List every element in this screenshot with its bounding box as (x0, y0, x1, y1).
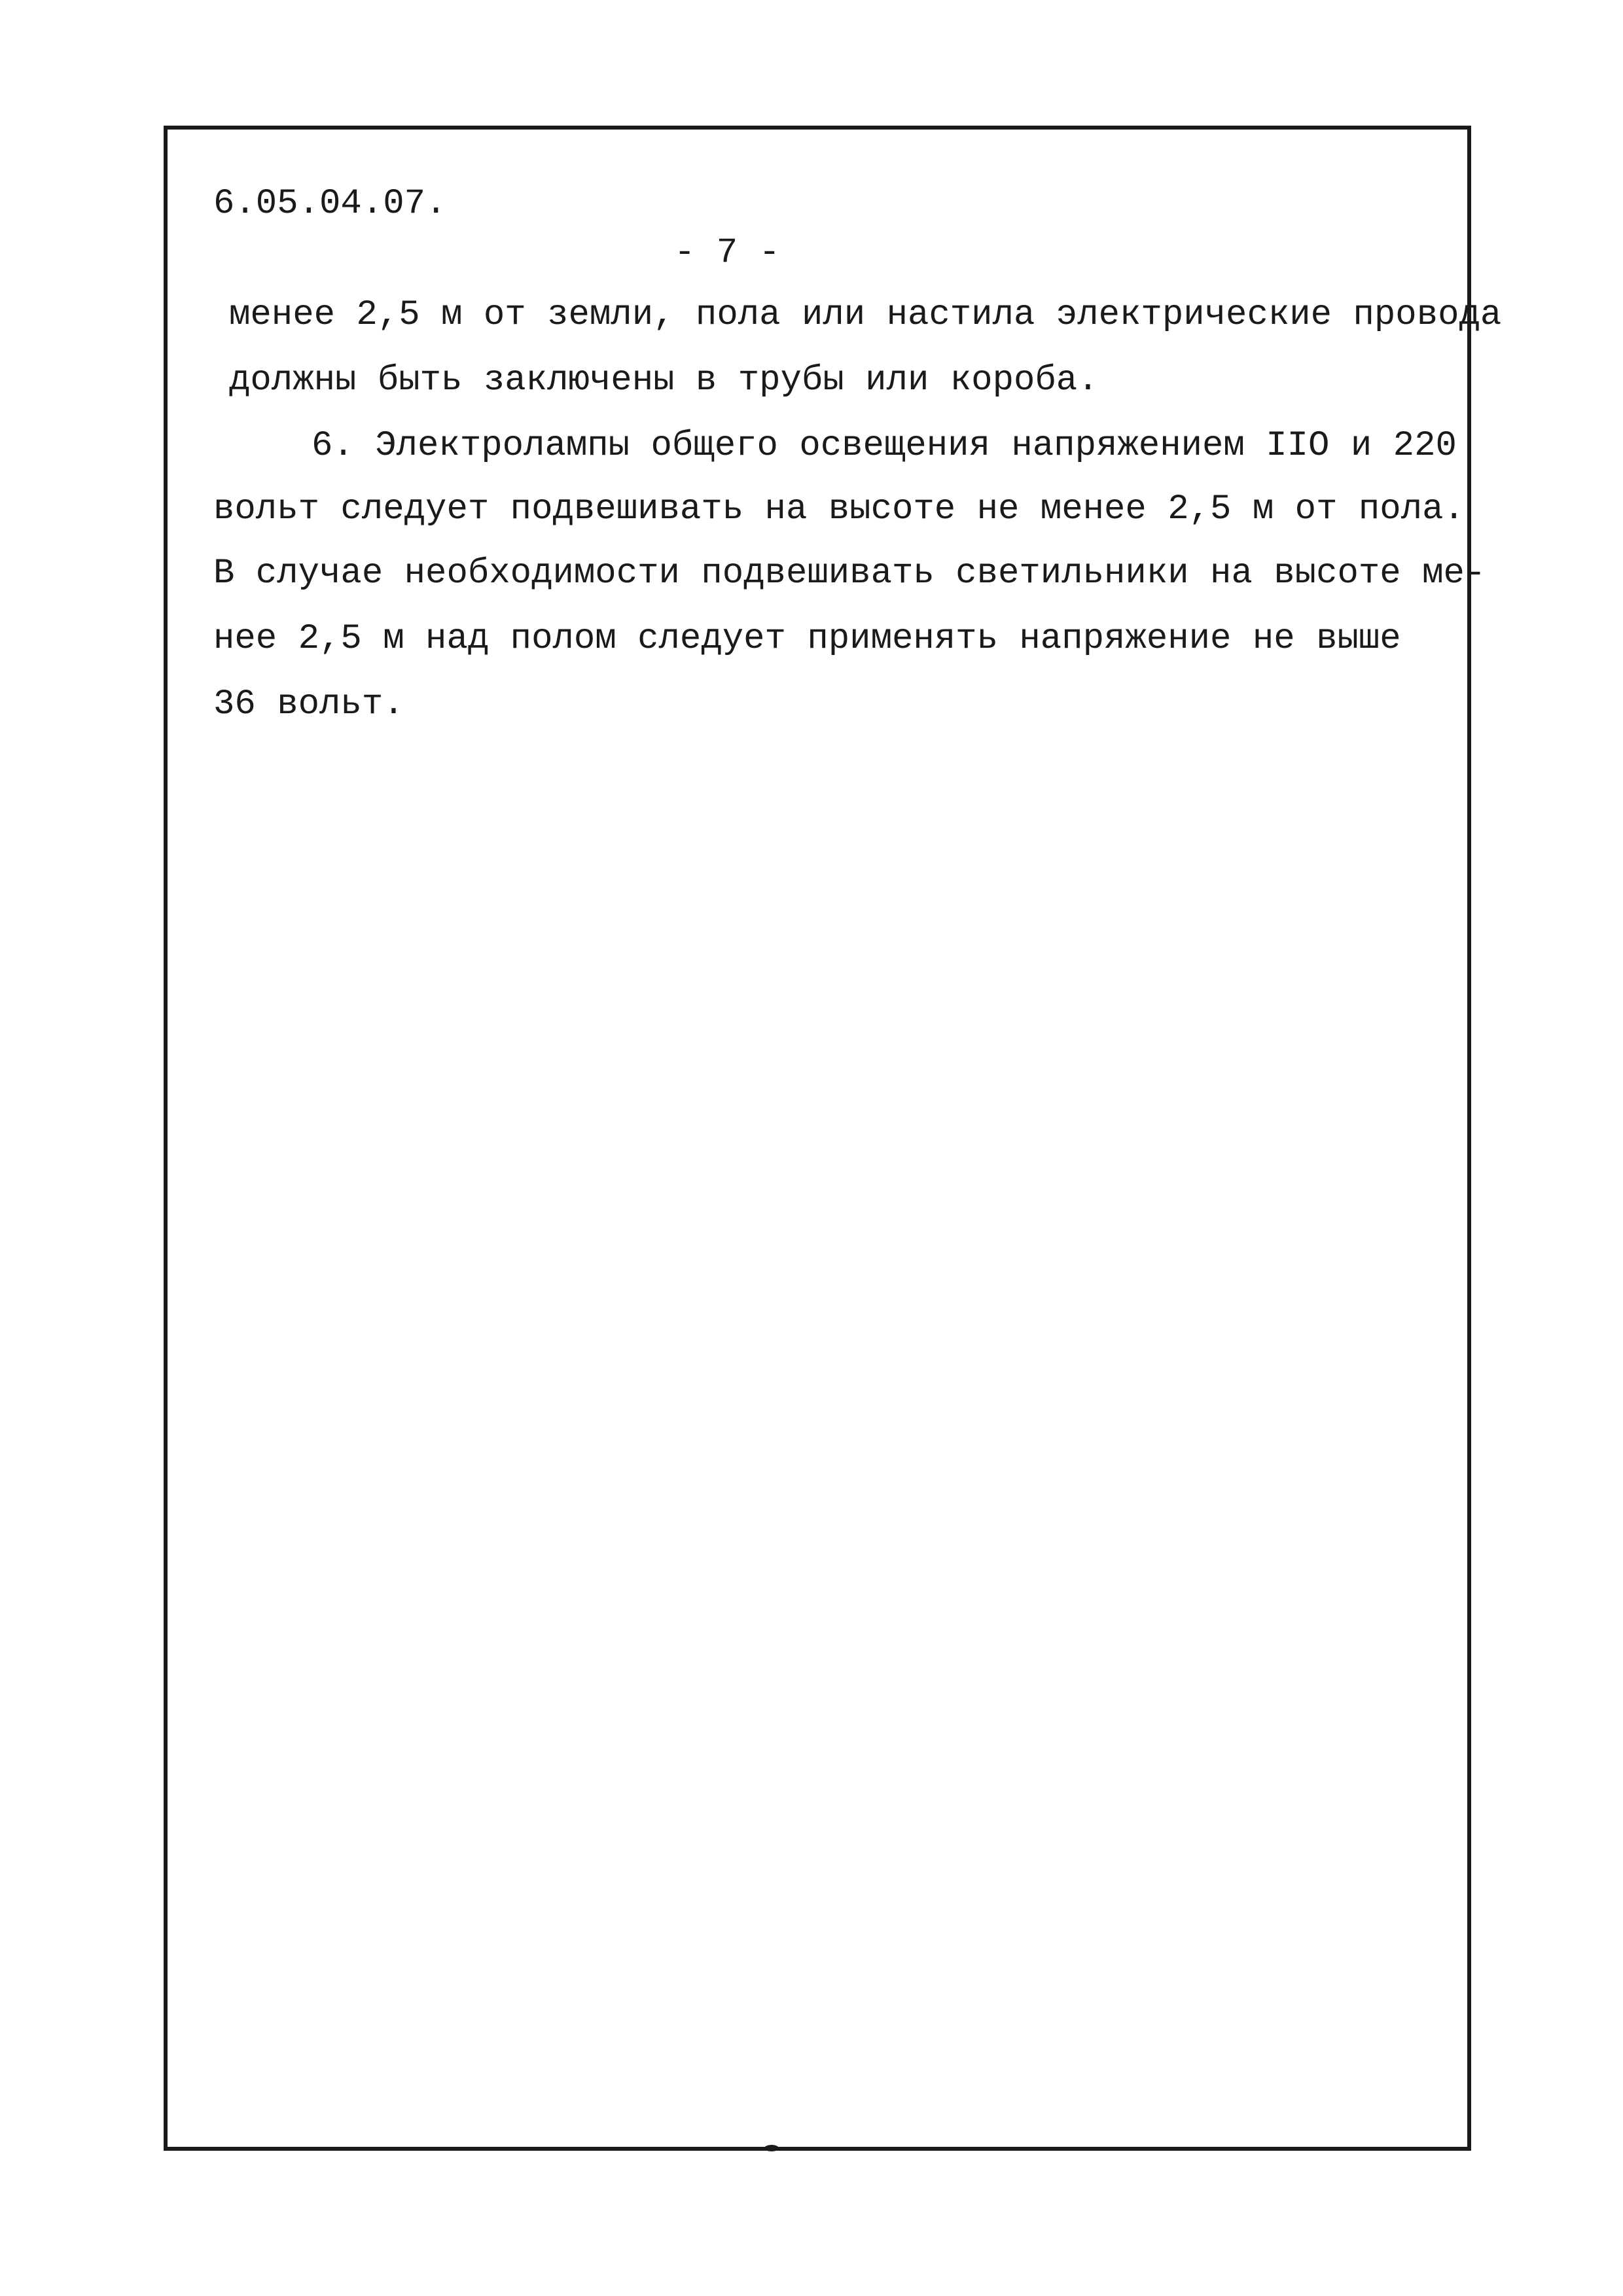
text-line-2: должны быть заключены в трубы или короба. (229, 361, 1099, 400)
text-line-5: В случае необходимости подвешивать светильники на высоте ме- (213, 554, 1486, 593)
text-line-6: нее 2,5 м над полом следует применять напряжение не выше (213, 619, 1401, 659)
text-line-7: 36 вольт. (213, 684, 404, 724)
page-number: - 7 - (674, 233, 781, 273)
text-line-3: 6. Электролампы общего освещения напряжением IIO и 220 (312, 426, 1457, 466)
text-line-1: менее 2,5 м от земли, пола или настила электрические провода (229, 295, 1502, 335)
document-code: 6.05.04.07. (213, 184, 447, 224)
bottom-mark (764, 2145, 779, 2151)
text-line-4: вольт следует подвешивать на высоте не менее 2,5 м от пола. (213, 489, 1465, 529)
